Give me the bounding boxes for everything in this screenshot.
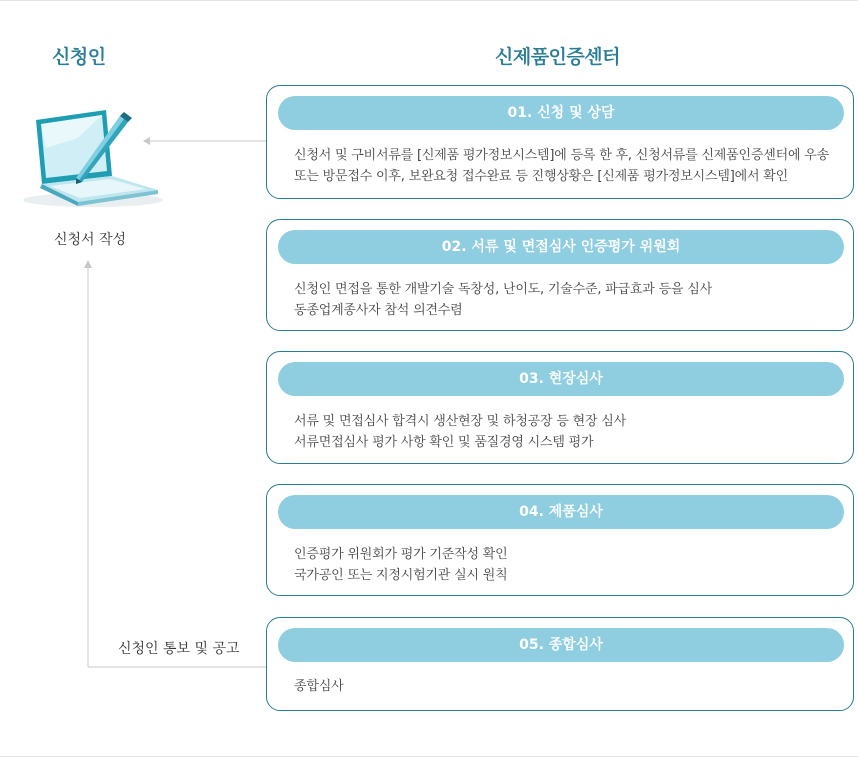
step-line: 동종업계종사자 참석 의견수렴 — [294, 303, 463, 318]
step-title-1: 01. 신청 및 상담 — [278, 96, 844, 130]
step-title-2: 02. 서류 및 면접심사 인증평가 위원회 — [278, 230, 844, 264]
step-card-4 — [266, 484, 854, 596]
notify-arrowhead — [84, 260, 92, 268]
step-description-5 — [294, 676, 843, 697]
notify-applicant-label: 신청인 통보 및 공고 — [118, 641, 240, 657]
step-card-1 — [266, 85, 854, 199]
step-title-4: 04. 제품심사 — [278, 495, 844, 529]
step-card-2 — [266, 219, 854, 331]
step-line: 국가공인 또는 지정시험기관 실시 원칙 — [294, 568, 508, 583]
step-card-5 — [266, 617, 854, 711]
step-description-3 — [294, 411, 843, 453]
step-line: 서류 및 면접심사 합격시 생산현장 및 하청공장 등 현장 심사 — [294, 414, 626, 429]
step-line: 신청인 면접을 통한 개발기술 독창성, 난이도, 기술수준, 파급효과 등을 심사 — [294, 282, 712, 297]
step-line: 인증평가 위원회가 평가 기준작성 확인 — [294, 547, 508, 562]
write-application-label: 신청서 작성 — [54, 232, 127, 248]
step-description-4 — [294, 544, 843, 586]
center-column-title: 신제품인증센터 — [495, 46, 620, 68]
step-line: 종합심사 — [294, 679, 344, 694]
step-line: 신청서 및 구비서류를 [신제품 평가정보시스템]에 등록 한 후, 신청서류를 신제품인증센터에 우송 — [294, 148, 829, 163]
step-description-1 — [294, 145, 843, 187]
applicant-column-title: 신청인 — [52, 46, 106, 68]
step-description-2 — [294, 279, 843, 321]
step-title-5: 05. 종합심사 — [278, 628, 844, 662]
step-title-3: 03. 현장심사 — [278, 362, 844, 396]
return-arrowhead — [143, 137, 150, 145]
step-card-3 — [266, 351, 854, 464]
step-line: 또는 방문접수 이후, 보완요청 접수완료 등 진행상황은 [신제품 평가정보시스템]에서 확인 — [294, 169, 788, 184]
step-line: 서류면접심사 평가 사항 확인 및 품질경영 시스템 평가 — [294, 435, 594, 450]
